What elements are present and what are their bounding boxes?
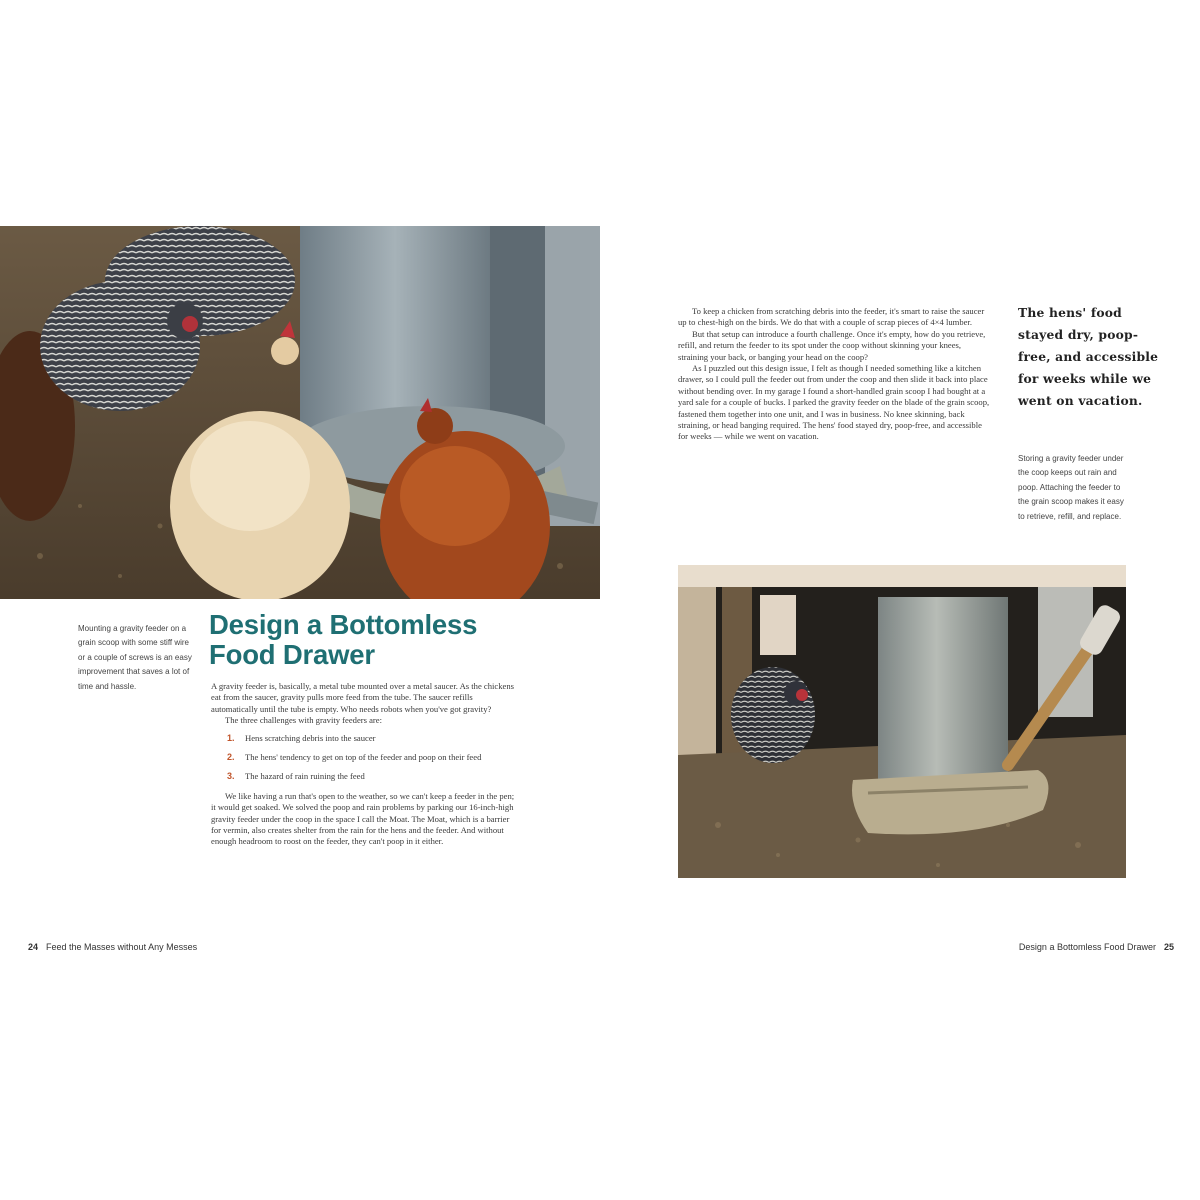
list-item (211, 733, 517, 744)
right-body-text (678, 306, 990, 443)
list-number: 3. (227, 771, 235, 782)
right-paragraph: As I puzzled out this design issue, I felt as though I needed something like a kitchen drawer, so I could pull the feeder out from under the coop and then slide it back into place without bending over. In my garage I found a short-handled grain scoop I had bought at a yard sale for a couple of bucks. I parked the gravity feeder on the blade of the grain scoop, fastened them together into one unit, and I was in business. No knee skinning, back straining, or head banging required. The hens' food stayed dry, poop-free, and accessible for weeks — while we went on vacation. (678, 363, 990, 442)
challenges-list (211, 733, 517, 783)
list-number: 1. (227, 732, 235, 743)
intro-paragraph: A gravity feeder is, basically, a metal tube mounted over a metal saucer. As the chickens eat from the saucer, gravity pulls more feed from the tube. The saucer refills automatically until the tube is empty. Who needs robots when you've got gravity? (211, 681, 514, 714)
running-head-left: Feed the Masses without Any Messes (46, 942, 198, 952)
photo-caption-left: Mounting a gravity feeder on a grain scoop with some stiff wire or a couple of screws is an easy improvement that saves a lot of time and hassle. (78, 624, 192, 691)
running-head-right: Design a Bottomless Food Drawer (1018, 942, 1156, 952)
right-paragraph: But that setup can introduce a fourth challenge. Once it's empty, how do you retrieve, refill, and return the feeder to its spot under the coop without skinning your knees, straining your back, or banging your head on the coop? (678, 328, 986, 362)
feeder-under-coop-photo (678, 565, 1126, 878)
page-number-right: 25 (1163, 942, 1174, 952)
list-text: The hens' tendency to get on top of the feeder and poop on their feed (245, 752, 482, 763)
paragraph-after-list: We like having a run that's open to the weather, so we can't keep a feeder in the pen; it would get soaked. We solved the poop and rain problems by parking our 16-inch-high gravity feeder under the coop in the space I call the Moat. The Moat, which is a barrier for vermin, also creates shelter from the rain for the hens and the feeder. And without enough headroom to roost on the feeder, they can't poop in it either. (211, 790, 515, 847)
photo-caption-right: Storing a gravity feeder under the coop keeps out rain and poop. Attaching the feeder to the grain scoop makes it easy to retrieve, refill, and replace. (1018, 454, 1124, 521)
footer-left (28, 942, 197, 952)
footer-right (1019, 942, 1174, 952)
list-number: 2. (227, 752, 235, 763)
right-paragraph: To keep a chicken from scratching debris into the feeder, it's smart to raise the saucer up to chest-high on the birds. We do that with a couple of scrap pieces of 4×4 lumber. (678, 306, 985, 328)
page-number-left: 24 (28, 942, 39, 952)
left-body-text (211, 681, 517, 848)
list-item (211, 752, 517, 763)
hens-feeder-photo (0, 226, 600, 599)
list-item (211, 771, 517, 782)
list-text: Hens scratching debris into the saucer (245, 732, 376, 743)
pull-quote: The hens' food stayed dry, poop-free, and accessible for weeks while we went on vacation. (1018, 305, 1159, 408)
challenges-lead: The three challenges with gravity feeders are: (225, 715, 382, 726)
section-title: Design a Bottomless Food Drawer (209, 609, 478, 670)
list-text: The hazard of rain ruining the feed (245, 771, 365, 782)
